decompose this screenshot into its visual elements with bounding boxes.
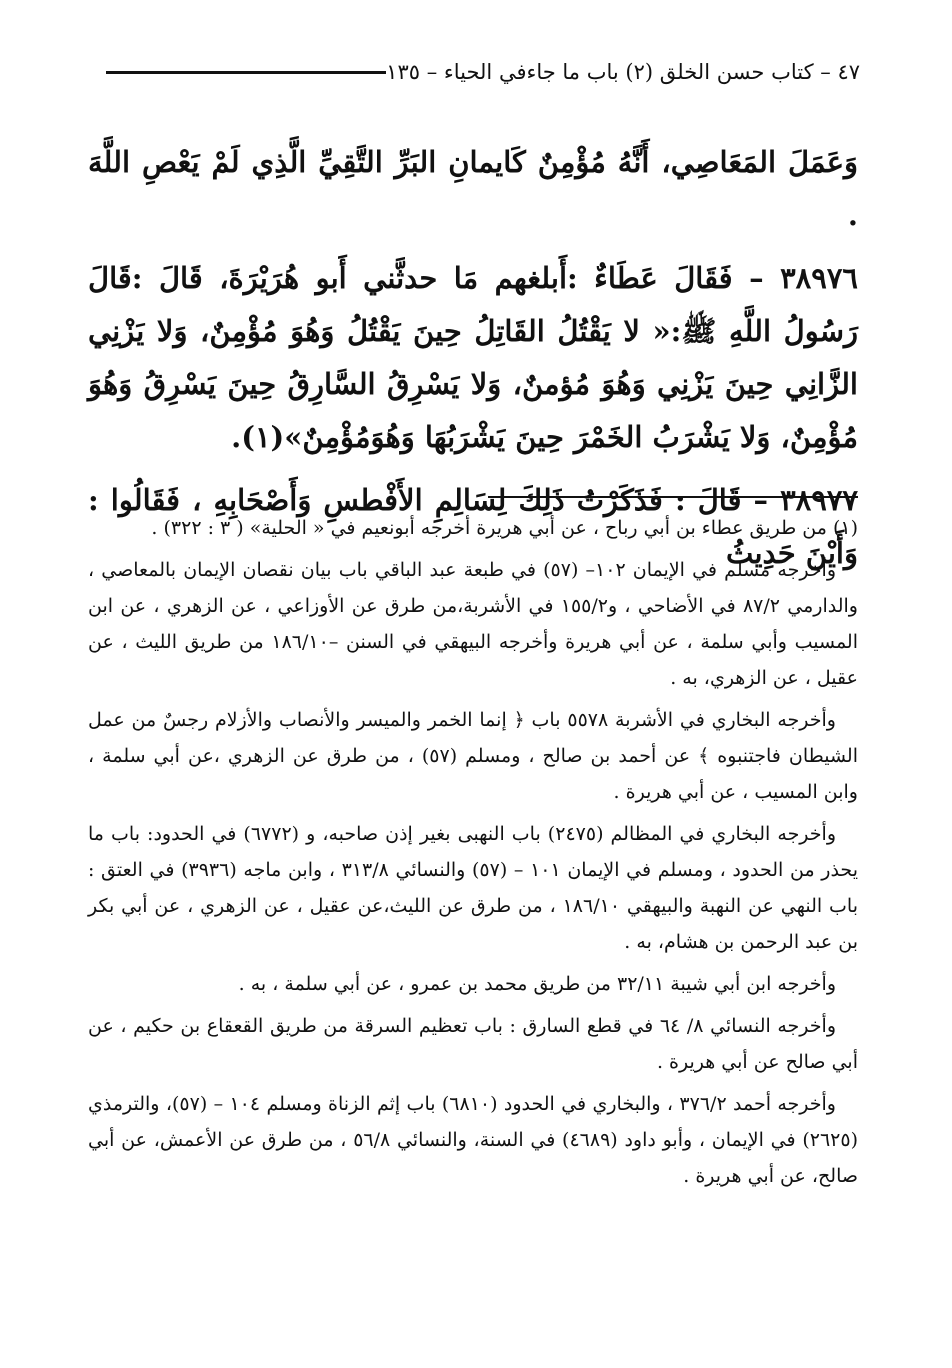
footnote-paragraph: وأخرجه مسلم في الإيمان ١٠٢– (٥٧) في طبعة عبد الباقي باب بيان نقصان الإيمان بالمعاصي ، والدارمي ٨٧/٢ في الأضاحي ، و١٥٥/٢ في الأشربة،من طرق عن الأوزاعي ، عن الزهري ، عن ابن المسيب وأبي سلمة ، عن أبي هريرة وأخرجه البيهقي في السنن –١٨٦/١٠ من طريق الليث ، عن عقيل ، عن الزهري، به . — [88, 559, 858, 689]
footnote-paragraph: وأخرجه أحمد ٣٧٦/٢ ، والبخاري في الحدود (٦٨١٠) باب إثم الزناة ومسلم ١٠٤ – (٥٧)، والترمذي (٢٦٢٥) في الإيمان ، وأبو داود (٤٦٨٩) في السنة، والنسائي ٥٦/٨ ، من طرق عن الأعمش، عن أبي صالح، عن أبي هريرة . — [88, 1093, 858, 1187]
hadith-38976: ٣٨٩٧٦ – فَقَالَ عَطَاءٌ :أَبلغهم مَا حدثَّني أَبو هُرَيْرَةَ، قَالَ :قَالَ رَسُولُ اللَّهِ ﷺ:« لا يَقْتُلُ القَاتِلُ حِينَ يَقْتُلُ وَهُوَ مُؤْمِنٌ، وَلا يَزْنِي الزَّانِي حِينَ يَزْنِي وَهُوَ مُؤمنٌ، وَلا يَسْرِقُ السَّارِقُ حِينَ يَسْرِقُ وَهُوَ مُؤْمِنٌ، وَلا يَشْرَبُ الخَمْرَ حِينَ يَشْرَبُهَا وَهُوَمُؤْمِنٌ»(١). — [88, 261, 858, 454]
footnote-separator — [488, 496, 858, 498]
main-paragraph: وَعَمَلَ المَعَاصِي، أَنَّهُ مُؤْمِنٌ كَايمانِ البَرِّ التَّقِيِّ الَّذِي لَمْ يَعْصِ اللَّهَ . — [88, 145, 858, 232]
footnotes — [88, 510, 858, 1200]
hadith-38977: ٣٨٩٧٧ – قَالَ : فَذَكَرْتُ ذَلِكَ لِسَالِمِ الأَفْطسِ وَأَصْحَابِهِ ، فَقَالُوا : وَأَيْنَ حَدِيثُ — [88, 483, 858, 570]
footnote-paragraph: وأخرجه البخاري في المظالم (٢٤٧٥) باب النهبى بغير إذن صاحبه، و (٦٧٧٢) في الحدود: باب ما يحذر من الحدود ، ومسلم في الإيمان ١٠١ – (٥٧) والنسائي ٣١٣/٨ ، وابن ماجه (٣٩٣٦) في العتق : باب النهي عن النهبة والبيهقي ١٨٦/١٠ ، من طرق عن الليث،عن عقيل ، عن الزهري ، عن أبي بكر بن عبد الرحمن بن هشام، به . — [88, 823, 858, 953]
header-rule — [106, 71, 386, 74]
running-header — [92, 48, 860, 96]
footnote-1: (١) من طريق عطاء بن أبي رباح ، عن أبي هريرة أخرجه أبونعيم في « الحلية» ( ٣ : ٣٢٢) . — [151, 517, 858, 539]
footnote-paragraph: وأخرجه النسائي ٨/ ٦٤ في قطع السارق : باب تعظيم السرقة من طريق القعقاع بن حكيم ، عن أبي صالح عن أبي هريرة . — [88, 1015, 858, 1073]
footnote-paragraph: وأخرجه البخاري في الأشربة ٥٥٧٨ باب ﴿ إنما الخمر والميسر والأنصاب والأزلام رجسٌ من عمل الشيطان فاجتنبوه ﴾ عن أحمد بن صالح ، ومسلم (٥٧) ، من طرق عن الزهري ،عن أبي سلمة ، وابن المسيب ، عن أبي هريرة . — [88, 709, 858, 803]
header-title: ٤٧ – كتاب حسن الخلق (٢) باب ما جاءفي الحياء – ١٣٥ — [386, 60, 860, 84]
footnote-paragraph: وأخرجه ابن أبي شيبة ٣٢/١١ من طريق محمد بن عمرو ، عن أبي سلمة ، به . — [238, 973, 836, 995]
